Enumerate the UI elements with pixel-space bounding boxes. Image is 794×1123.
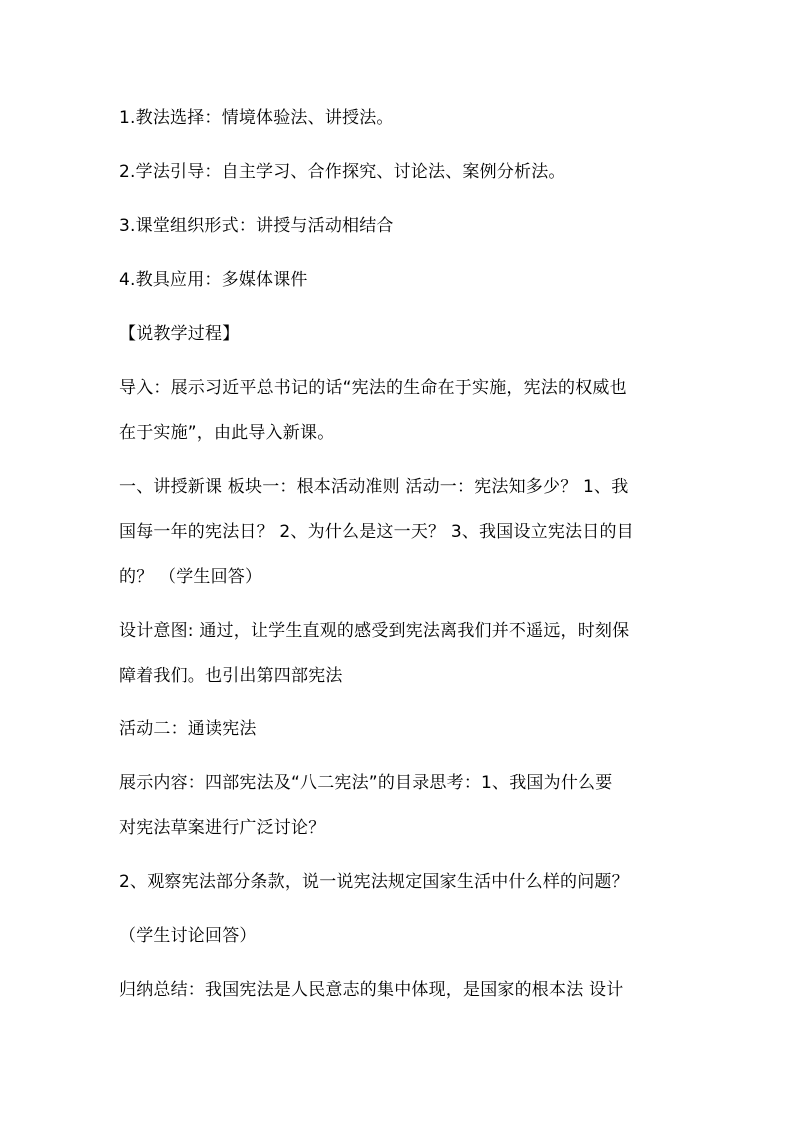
section-heading-teaching-process: 【说教学过程】 [119,324,240,344]
paragraph-display-content-line2: 对宪法草案进行广泛讨论？ [119,818,326,838]
paragraph-learning-methods: 2.学法引导：自主学习、合作探究、讨论法、案例分析法。 [119,162,566,182]
paragraph-design-intent-line1: 设计意图: 通过，让学生直观的感受到宪法离我们并不遥远，时刻保 [119,621,630,641]
paragraph-teaching-methods: 1.教法选择：情境体验法、讲授法。 [119,108,394,128]
paragraph-class-organization: 3.课堂组织形式：讲授与活动相结合 [119,216,394,236]
paragraph-display-content-line1: 展示内容：四部宪法及“八二宪法”的目录思考：1、我国为什么要 [119,773,613,793]
paragraph-design-intent-line2: 障着我们。也引出第四部宪法 [119,666,343,686]
paragraph-introduction-line2: 在于实施”，由此导入新课。 [119,423,335,443]
paragraph-student-discussion: （学生讨论回答） [119,926,257,946]
paragraph-teaching-tools: 4.教具应用：多媒体课件 [119,270,308,290]
paragraph-new-lesson-line2: 国每一年的宪法日？ 2、为什么是这一天？ 3、我国设立宪法日的目 [119,522,634,542]
paragraph-question-two: 2、观察宪法部分条款，说一说宪法规定国家生活中什么样的问题？ [119,872,629,892]
paragraph-new-lesson-line3: 的？ （学生回答） [119,567,263,587]
paragraph-new-lesson-line1: 一、讲授新课 板块一：根本活动准则 活动一：宪法知多少？ 1、我 [119,477,629,497]
paragraph-introduction-line1: 导入：展示习近平总书记的话“宪法的生命在于实施，宪法的权威也 [119,378,627,398]
paragraph-activity-two: 活动二：通读宪法 [119,719,257,739]
paragraph-summary: 归纳总结：我国宪法是人民意志的集中体现，是国家的根本法 设计 [119,980,624,1000]
